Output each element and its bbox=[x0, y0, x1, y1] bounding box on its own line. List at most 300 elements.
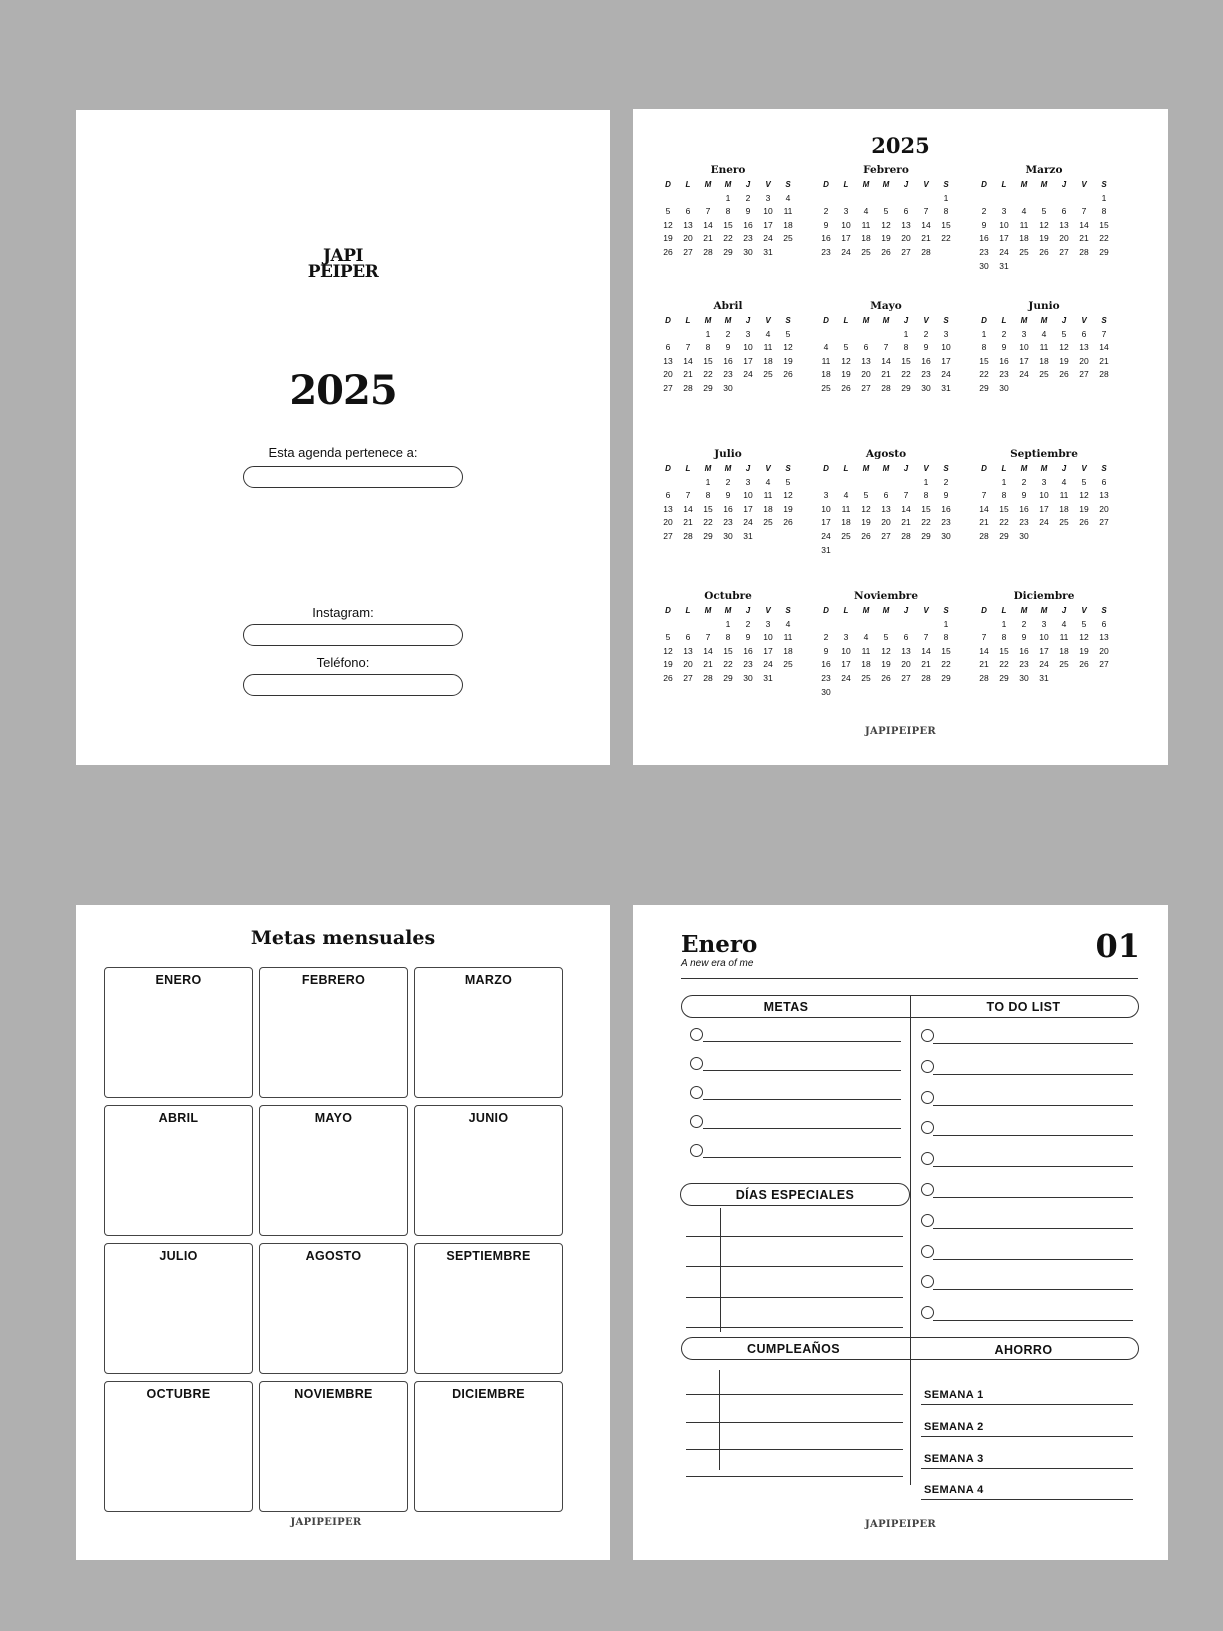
calendar-day: 1 bbox=[1001, 476, 1007, 487]
calendar-day: 10 bbox=[743, 490, 753, 501]
calendar-blank bbox=[816, 476, 836, 490]
metas-line[interactable] bbox=[703, 1099, 901, 1100]
calendar-day: 3 bbox=[843, 632, 849, 643]
calendar-weekday: S bbox=[1101, 316, 1107, 325]
calendar-day: 31 bbox=[763, 672, 773, 683]
metas-checkbox[interactable] bbox=[690, 1028, 703, 1041]
calendar-day: 23 bbox=[999, 369, 1009, 380]
goal-box[interactable] bbox=[104, 1105, 253, 1236]
calendar-day: 15 bbox=[703, 355, 713, 366]
calendar-day: 19 bbox=[783, 503, 793, 514]
calendar-day: 25 bbox=[763, 369, 773, 380]
calendar-day: 26 bbox=[663, 246, 673, 257]
ahorro-line[interactable] bbox=[921, 1436, 1133, 1437]
calendar-day: 27 bbox=[663, 382, 673, 393]
calendar-month-name: Julio bbox=[714, 448, 742, 460]
calendar-day: 9 bbox=[823, 219, 829, 230]
todo-label: TO DO LIST bbox=[986, 1000, 1061, 1014]
calendar-blank bbox=[836, 328, 856, 342]
calendar-weekday: L bbox=[685, 464, 691, 473]
calendar-day: 6 bbox=[1081, 328, 1087, 339]
calendar-day: 30 bbox=[979, 260, 989, 271]
calendar-day: 5 bbox=[863, 490, 869, 501]
calendar-day: 8 bbox=[1001, 632, 1007, 643]
calendar-day: 5 bbox=[1081, 476, 1087, 487]
calendar-day: 13 bbox=[683, 219, 693, 230]
calendar-day: 14 bbox=[881, 355, 891, 366]
calendar-day: 20 bbox=[663, 369, 673, 380]
owner-field[interactable] bbox=[243, 466, 463, 488]
calendar-weekday: D bbox=[665, 180, 671, 189]
calendar-day: 29 bbox=[921, 530, 931, 541]
calendar-day: 25 bbox=[841, 530, 851, 541]
todo-checkbox[interactable] bbox=[921, 1091, 934, 1104]
calendar-month-name: Diciembre bbox=[1013, 590, 1075, 602]
calendar-day: 11 bbox=[1019, 219, 1029, 230]
calendar-day: 14 bbox=[979, 645, 989, 656]
calendar-day: 10 bbox=[821, 503, 831, 514]
todo-line[interactable] bbox=[933, 1259, 1133, 1260]
calendar-weekday: M bbox=[704, 316, 712, 325]
dias-date-divider bbox=[720, 1208, 721, 1332]
goal-box-label: ABRIL bbox=[158, 1111, 199, 1125]
todo-line[interactable] bbox=[933, 1228, 1133, 1229]
calendar-day: 19 bbox=[1039, 233, 1049, 244]
calendar-day: 8 bbox=[981, 342, 987, 353]
calendar-day: 28 bbox=[921, 672, 931, 683]
calendar-day: 11 bbox=[1059, 490, 1069, 501]
calendar-day: 1 bbox=[1001, 618, 1007, 629]
todo-checkbox[interactable] bbox=[921, 1121, 934, 1134]
goal-box-label: FEBRERO bbox=[301, 973, 366, 987]
goal-box[interactable] bbox=[259, 1381, 408, 1512]
todo-line[interactable] bbox=[933, 1105, 1133, 1106]
goals-page bbox=[76, 905, 610, 1560]
calendar-day: 6 bbox=[1101, 618, 1107, 629]
calendar-day: 19 bbox=[861, 517, 871, 528]
calendar-day: 24 bbox=[1039, 659, 1049, 670]
calendar-blank bbox=[836, 476, 856, 490]
metas-line[interactable] bbox=[703, 1128, 901, 1129]
calendar-weekday: D bbox=[981, 180, 987, 189]
calendar-day: 3 bbox=[745, 328, 751, 339]
ahorro-week-label: SEMANA 3 bbox=[924, 1453, 984, 1465]
calendar-day: 16 bbox=[723, 355, 733, 366]
calendar-blank bbox=[658, 328, 678, 342]
calendar-day: 28 bbox=[979, 530, 989, 541]
calendar-day: 16 bbox=[743, 645, 753, 656]
calendar-blank bbox=[994, 192, 1014, 206]
calendar-day: 24 bbox=[763, 659, 773, 670]
calendar-day: 3 bbox=[765, 618, 771, 629]
calendar-day: 2 bbox=[745, 618, 751, 629]
calendar-day: 2 bbox=[1021, 476, 1027, 487]
ahorro-line[interactable] bbox=[921, 1468, 1133, 1469]
goal-box[interactable] bbox=[414, 1243, 563, 1374]
calendar-day: 15 bbox=[901, 355, 911, 366]
calendar-day: 30 bbox=[821, 686, 831, 697]
calendar-day: 31 bbox=[1039, 672, 1049, 683]
calendar-day: 27 bbox=[881, 530, 891, 541]
calendar-day: 31 bbox=[999, 260, 1009, 271]
calendar-day-grid bbox=[816, 462, 956, 557]
calendar-day: 8 bbox=[943, 632, 949, 643]
calendar-day: 27 bbox=[1099, 517, 1109, 528]
calendar-day: 28 bbox=[683, 530, 693, 541]
calendar-day: 13 bbox=[901, 219, 911, 230]
calendar-day: 19 bbox=[1059, 355, 1069, 366]
ahorro-line[interactable] bbox=[921, 1404, 1133, 1405]
calendar-weekday: V bbox=[1081, 316, 1087, 325]
calendar-day: 26 bbox=[783, 517, 793, 528]
calendar-day: 31 bbox=[763, 246, 773, 257]
calendar-day: 1 bbox=[943, 618, 949, 629]
calendar-month-name: Junio bbox=[1028, 300, 1060, 312]
goal-box-label: ENERO bbox=[155, 973, 202, 987]
calendar-day: 9 bbox=[725, 490, 731, 501]
calendar-day: 12 bbox=[881, 645, 891, 656]
calendar-day-grid bbox=[816, 178, 956, 260]
month-number: 01 bbox=[1095, 927, 1140, 965]
cumple-line[interactable] bbox=[686, 1476, 903, 1477]
calendar-day: 22 bbox=[703, 517, 713, 528]
goal-box[interactable] bbox=[104, 967, 253, 1098]
metas-checkbox[interactable] bbox=[690, 1144, 703, 1157]
calendar-day: 6 bbox=[665, 490, 671, 501]
calendar-day: 15 bbox=[703, 503, 713, 514]
calendar-day: 13 bbox=[881, 503, 891, 514]
metas-line[interactable] bbox=[703, 1070, 901, 1071]
goal-box[interactable] bbox=[414, 1105, 563, 1236]
calendar-day: 28 bbox=[703, 246, 713, 257]
calendar-day: 16 bbox=[743, 219, 753, 230]
goal-box-label: JULIO bbox=[159, 1249, 198, 1263]
calendar-weekday: M bbox=[1040, 606, 1048, 615]
calendar-day: 29 bbox=[723, 672, 733, 683]
calendar-day-grid bbox=[658, 178, 798, 260]
calendar-day: 18 bbox=[1059, 503, 1069, 514]
metas-checkbox[interactable] bbox=[690, 1115, 703, 1128]
calendar-day: 25 bbox=[1059, 659, 1069, 670]
calendar-day: 13 bbox=[683, 645, 693, 656]
calendar-day: 11 bbox=[861, 219, 871, 230]
calendar-weekday: V bbox=[923, 606, 929, 615]
calendar-day: 27 bbox=[1099, 659, 1109, 670]
calendar-day: 3 bbox=[823, 490, 829, 501]
goal-box[interactable] bbox=[259, 1105, 408, 1236]
calendar-weekday: J bbox=[745, 606, 751, 615]
calendar-day-grid bbox=[974, 462, 1114, 544]
calendar-day: 16 bbox=[921, 355, 931, 366]
goal-box-label: OCTUBRE bbox=[146, 1387, 211, 1401]
calendar-day: 13 bbox=[1079, 342, 1089, 353]
calendar-day: 30 bbox=[1019, 530, 1029, 541]
calendar-weekday: V bbox=[1081, 180, 1087, 189]
calendar-weekday: L bbox=[685, 180, 691, 189]
cover-logo: JAPI PEIPER bbox=[307, 246, 379, 282]
calendar-day: 7 bbox=[685, 342, 691, 353]
calendar-day: 13 bbox=[1099, 490, 1109, 501]
calendar-day: 8 bbox=[923, 490, 929, 501]
calendar-blank bbox=[876, 476, 896, 490]
todo-line[interactable] bbox=[933, 1289, 1133, 1290]
calendar-day: 24 bbox=[1019, 369, 1029, 380]
calendar-day: 22 bbox=[999, 517, 1009, 528]
metas-checkbox[interactable] bbox=[690, 1086, 703, 1099]
calendar-day: 11 bbox=[783, 206, 793, 217]
calendar-day: 27 bbox=[1079, 369, 1089, 380]
monthly-footer-brand: JAPIPEIPER bbox=[865, 1519, 936, 1530]
todo-line[interactable] bbox=[933, 1320, 1133, 1321]
todo-checkbox[interactable] bbox=[921, 1152, 934, 1165]
cumple-line[interactable] bbox=[686, 1422, 903, 1423]
calendar-day: 7 bbox=[705, 206, 711, 217]
calendar-month-name: Enero bbox=[710, 164, 746, 176]
calendar-weekday: S bbox=[785, 180, 791, 189]
calendar-day: 26 bbox=[1039, 246, 1049, 257]
calendar-day: 21 bbox=[979, 517, 989, 528]
calendar-month bbox=[658, 299, 798, 396]
calendar-day: 16 bbox=[979, 233, 989, 244]
goal-box[interactable] bbox=[104, 1243, 253, 1374]
monthly-page bbox=[633, 905, 1168, 1560]
todo-checkbox[interactable] bbox=[921, 1306, 934, 1319]
calendar-day: 23 bbox=[743, 233, 753, 244]
phone-label: Teléfono: bbox=[316, 655, 370, 670]
goal-box[interactable] bbox=[414, 1381, 563, 1512]
calendar-day: 28 bbox=[1099, 369, 1109, 380]
calendar-day: 12 bbox=[1079, 490, 1089, 501]
calendar-weekday: D bbox=[823, 316, 829, 325]
calendar-day: 30 bbox=[723, 530, 733, 541]
calendar-blank bbox=[974, 192, 994, 206]
calendar-blank bbox=[856, 618, 876, 632]
calendar-day: 9 bbox=[1021, 632, 1027, 643]
calendar-day: 13 bbox=[663, 355, 673, 366]
calendar-day: 20 bbox=[901, 233, 911, 244]
calendar-month-name: Noviembre bbox=[853, 590, 919, 602]
calendar-day: 7 bbox=[685, 490, 691, 501]
calendar-weekday: L bbox=[843, 464, 849, 473]
dias-line[interactable] bbox=[686, 1266, 903, 1267]
calendar-day: 20 bbox=[861, 369, 871, 380]
calendar-day: 17 bbox=[763, 219, 773, 230]
todo-checkbox[interactable] bbox=[921, 1029, 934, 1042]
cumpleanos-label: CUMPLEAÑOS bbox=[747, 1342, 840, 1356]
calendar-weekday: J bbox=[1061, 316, 1067, 325]
calendar-day: 14 bbox=[1099, 342, 1109, 353]
todo-checkbox[interactable] bbox=[921, 1183, 934, 1196]
calendar-weekday: J bbox=[1061, 464, 1067, 473]
calendar-weekday: S bbox=[785, 606, 791, 615]
calendar-weekday: L bbox=[1001, 180, 1007, 189]
calendar-day: 1 bbox=[923, 476, 929, 487]
calendar-day: 14 bbox=[683, 503, 693, 514]
calendar-day: 20 bbox=[901, 659, 911, 670]
calendar-day: 9 bbox=[823, 645, 829, 656]
calendar-day: 7 bbox=[705, 632, 711, 643]
calendar-weekday: M bbox=[724, 180, 732, 189]
goal-box[interactable] bbox=[414, 967, 563, 1098]
phone-field[interactable] bbox=[243, 674, 463, 696]
calendar-day: 9 bbox=[923, 342, 929, 353]
calendar-day: 9 bbox=[745, 632, 751, 643]
calendar-day: 21 bbox=[1099, 355, 1109, 366]
calendar-day: 12 bbox=[881, 219, 891, 230]
calendar-blank bbox=[816, 328, 836, 342]
calendar-day: 25 bbox=[783, 659, 793, 670]
calendar-day: 10 bbox=[1039, 490, 1049, 501]
calendar-day: 21 bbox=[979, 659, 989, 670]
calendar-day: 31 bbox=[743, 530, 753, 541]
calendar-weekday: V bbox=[1081, 606, 1087, 615]
calendar-day: 19 bbox=[663, 659, 673, 670]
calendar-day: 12 bbox=[861, 503, 871, 514]
calendar-day: 3 bbox=[1021, 328, 1027, 339]
calendar-day: 23 bbox=[821, 672, 831, 683]
todo-line[interactable] bbox=[933, 1135, 1133, 1136]
calendar-day: 25 bbox=[861, 246, 871, 257]
dias-line[interactable] bbox=[686, 1236, 903, 1237]
todo-checkbox[interactable] bbox=[921, 1275, 934, 1288]
calendar-day-grid bbox=[658, 314, 798, 396]
goal-box[interactable] bbox=[259, 1243, 408, 1374]
todo-line[interactable] bbox=[933, 1074, 1133, 1075]
calendar-blank bbox=[678, 328, 698, 342]
dias-line[interactable] bbox=[686, 1297, 903, 1298]
calendar-day: 4 bbox=[765, 328, 771, 339]
calendar-day: 6 bbox=[665, 342, 671, 353]
calendar-weekday: J bbox=[1061, 180, 1067, 189]
calendar-day: 10 bbox=[1019, 342, 1029, 353]
dias-especiales-label: DÍAS ESPECIALES bbox=[735, 1188, 855, 1202]
metas-line[interactable] bbox=[703, 1041, 901, 1042]
calendar-weekday: S bbox=[1101, 180, 1107, 189]
calendar-day: 20 bbox=[1099, 503, 1109, 514]
calendar-day: 17 bbox=[743, 355, 753, 366]
goals-footer-brand: JAPIPEIPER bbox=[290, 1517, 362, 1528]
calendar-blank bbox=[974, 618, 994, 632]
calendar-day: 2 bbox=[823, 632, 829, 643]
calendar-blank bbox=[856, 476, 876, 490]
calendar-day: 15 bbox=[723, 645, 733, 656]
calendar-day: 5 bbox=[883, 206, 889, 217]
calendar-day: 9 bbox=[943, 490, 949, 501]
calendar-weekday: M bbox=[862, 316, 870, 325]
calendar-day: 22 bbox=[999, 659, 1009, 670]
calendar-day: 29 bbox=[1099, 246, 1109, 257]
metas-line[interactable] bbox=[703, 1157, 901, 1158]
calendar-day: 28 bbox=[921, 246, 931, 257]
calendar-day: 14 bbox=[921, 219, 931, 230]
calendar-month-name: Mayo bbox=[870, 300, 902, 312]
calendar-day: 25 bbox=[821, 382, 831, 393]
calendar-blank bbox=[876, 192, 896, 206]
metas-checkbox[interactable] bbox=[690, 1057, 703, 1070]
calendar-day: 15 bbox=[941, 645, 951, 656]
calendar-month bbox=[816, 299, 956, 396]
goal-box[interactable] bbox=[104, 1381, 253, 1512]
calendar-day: 12 bbox=[1039, 219, 1049, 230]
calendar-day: 24 bbox=[743, 369, 753, 380]
calendar-day: 6 bbox=[883, 490, 889, 501]
todo-checkbox[interactable] bbox=[921, 1245, 934, 1258]
cumple-date-divider bbox=[719, 1370, 720, 1470]
calendar-day: 4 bbox=[1061, 618, 1067, 629]
calendar-day: 30 bbox=[921, 382, 931, 393]
calendar-day: 5 bbox=[1081, 618, 1087, 629]
calendar-day: 1 bbox=[705, 476, 711, 487]
calendar-day-grid bbox=[816, 604, 956, 699]
calendar-day: 18 bbox=[861, 233, 871, 244]
calendar-day: 12 bbox=[663, 219, 673, 230]
calendar-weekday: J bbox=[745, 464, 751, 473]
calendar-day: 10 bbox=[763, 206, 773, 217]
calendar-weekday: L bbox=[1001, 464, 1007, 473]
calendar-day: 20 bbox=[683, 659, 693, 670]
calendar-day: 22 bbox=[723, 233, 733, 244]
goal-box[interactable] bbox=[259, 967, 408, 1098]
calendar-year-title: 2025 bbox=[871, 133, 930, 158]
calendar-weekday: L bbox=[1001, 606, 1007, 615]
cumple-line[interactable] bbox=[686, 1449, 903, 1450]
goal-box-label: NOVIEMBRE bbox=[294, 1387, 373, 1401]
calendar-weekday: M bbox=[1040, 180, 1048, 189]
calendar-day: 10 bbox=[999, 219, 1009, 230]
calendar-month bbox=[658, 447, 798, 544]
calendar-day: 11 bbox=[861, 645, 871, 656]
dias-line[interactable] bbox=[686, 1327, 903, 1328]
calendar-day: 7 bbox=[883, 342, 889, 353]
calendar-month bbox=[658, 163, 798, 260]
calendar-blank bbox=[876, 618, 896, 632]
calendar-blank bbox=[698, 618, 718, 632]
todo-line[interactable] bbox=[933, 1166, 1133, 1167]
calendar-day: 14 bbox=[703, 219, 713, 230]
calendar-day: 4 bbox=[843, 490, 849, 501]
calendar-day: 15 bbox=[999, 645, 1009, 656]
cumple-line[interactable] bbox=[686, 1394, 903, 1395]
calendar-day: 29 bbox=[979, 382, 989, 393]
calendar-day: 22 bbox=[703, 369, 713, 380]
calendar-day: 3 bbox=[1041, 618, 1047, 629]
calendar-day: 27 bbox=[683, 246, 693, 257]
calendar-day: 20 bbox=[1099, 645, 1109, 656]
todo-checkbox[interactable] bbox=[921, 1060, 934, 1073]
calendar-weekday: V bbox=[923, 180, 929, 189]
calendar-day: 26 bbox=[783, 369, 793, 380]
calendar-month bbox=[974, 447, 1114, 544]
calendar-day: 16 bbox=[999, 355, 1009, 366]
calendar-blank bbox=[816, 192, 836, 206]
calendar-day: 23 bbox=[979, 246, 989, 257]
calendar-weekday: M bbox=[1040, 316, 1048, 325]
todo-checkbox[interactable] bbox=[921, 1214, 934, 1227]
todo-line[interactable] bbox=[933, 1197, 1133, 1198]
instagram-field[interactable] bbox=[243, 624, 463, 646]
calendar-day: 17 bbox=[1039, 503, 1049, 514]
calendar-day: 14 bbox=[901, 503, 911, 514]
calendar-day: 22 bbox=[921, 517, 931, 528]
ahorro-line[interactable] bbox=[921, 1499, 1133, 1500]
calendar-month bbox=[974, 163, 1114, 273]
calendar-day: 4 bbox=[823, 342, 829, 353]
calendar-day: 26 bbox=[1079, 659, 1089, 670]
todo-line[interactable] bbox=[933, 1043, 1133, 1044]
calendar-day: 21 bbox=[921, 659, 931, 670]
calendar-day: 12 bbox=[1059, 342, 1069, 353]
goal-box-label: MAYO bbox=[314, 1111, 353, 1125]
